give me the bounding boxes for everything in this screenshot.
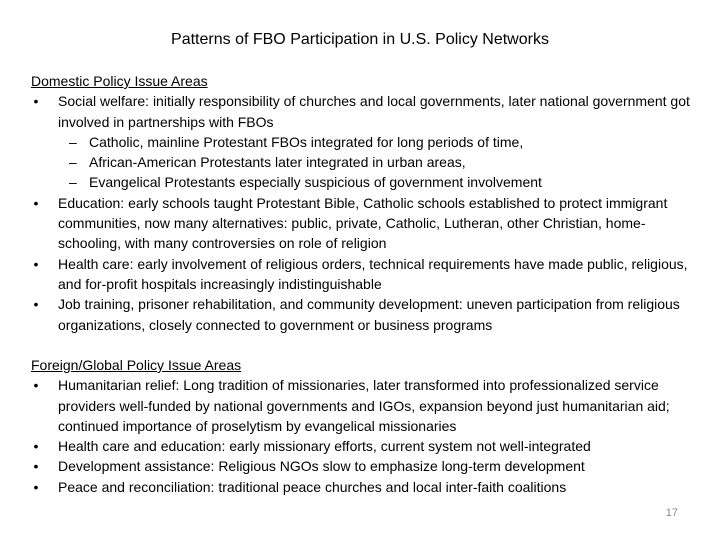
sub-item-text: African-American Protestants later integrated in urban areas, — [89, 154, 466, 171]
domestic-item-health-care — [31, 254, 701, 295]
sub-item-text: Catholic, mainline Protestant FBOs integrated for long periods of time, — [89, 133, 524, 150]
foreign-heading: Foreign/Global Policy Issue Areas — [31, 357, 242, 373]
item-text: Religious NGOs slow to emphasize long-term development — [218, 458, 585, 475]
item-text: early involvement of religious orders, technical requirements have made public, religious, and for-profit hospitals increasingly indistinguishable — [58, 255, 688, 292]
item-term: Health care: — [58, 255, 134, 272]
bullet-dot: • — [33, 255, 39, 272]
page-number: 17 — [665, 507, 678, 519]
item-text: initially responsibility of churches and local governments, later national government got involved in partnerships with FBOs — [58, 93, 690, 130]
item-term: Peace and reconciliation: — [58, 478, 215, 495]
domestic-item-job-training — [31, 294, 701, 335]
bullet-dot: • — [33, 296, 39, 313]
item-text: traditional peace churches and local inter-faith coalitions — [218, 478, 567, 495]
foreign-item-development — [31, 456, 701, 476]
item-text: early missionary efforts, current system not well-integrated — [229, 438, 591, 455]
bullet-dot: • — [33, 458, 39, 475]
item-term: Social welfare: — [58, 93, 150, 110]
item-term: Development assistance: — [58, 458, 215, 475]
foreign-item-humanitarian-relief — [31, 375, 701, 436]
sub-item-evangelical — [31, 172, 701, 192]
sub-dash: – — [69, 174, 77, 191]
domestic-heading: Domestic Policy Issue Areas — [31, 73, 208, 89]
sub-item-catholic — [31, 132, 701, 152]
domestic-section — [31, 71, 701, 335]
sub-item-text: Evangelical Protestants especially suspicious of government involvement — [89, 174, 542, 191]
domestic-item-social-welfare — [31, 91, 701, 132]
item-term: Education: — [58, 194, 125, 211]
item-term: Humanitarian relief: — [58, 377, 180, 394]
bullet-dot: • — [33, 478, 39, 495]
bullet-dot: • — [33, 93, 39, 110]
item-text: uneven participation from religious organizations, closely connected to government or business programs — [58, 296, 680, 333]
item-term: Job training, prisoner rehabilitation, and community development: — [58, 296, 463, 313]
item-text: Long tradition of missionaries, later transformed into professionalized service providers well-funded by national governments and IGOs, expansion beyond just humanitarian aid; continued importance of proselytism by evangelical missionaries — [58, 377, 670, 434]
foreign-item-health-education — [31, 436, 701, 456]
item-text: early schools taught Protestant Bible, Catholic schools established to protect immigrant communities, now many alternatives: public, private, Catholic, Lutheran, other Christian, home-schooling, with many controversies on role of religion — [58, 194, 668, 252]
sub-dash: – — [69, 133, 77, 150]
foreign-section — [31, 355, 701, 497]
domestic-item-education — [31, 193, 701, 254]
foreign-item-peace — [31, 477, 701, 497]
slide-title: Patterns of FBO Participation in U.S. Policy Networks — [171, 31, 549, 48]
bullet-dot: • — [33, 438, 39, 455]
sub-dash: – — [69, 154, 77, 171]
bullet-dot: • — [33, 377, 39, 394]
bullet-dot: • — [33, 194, 39, 211]
sub-item-african-american — [31, 152, 701, 172]
item-term: Health care and education: — [58, 438, 226, 455]
